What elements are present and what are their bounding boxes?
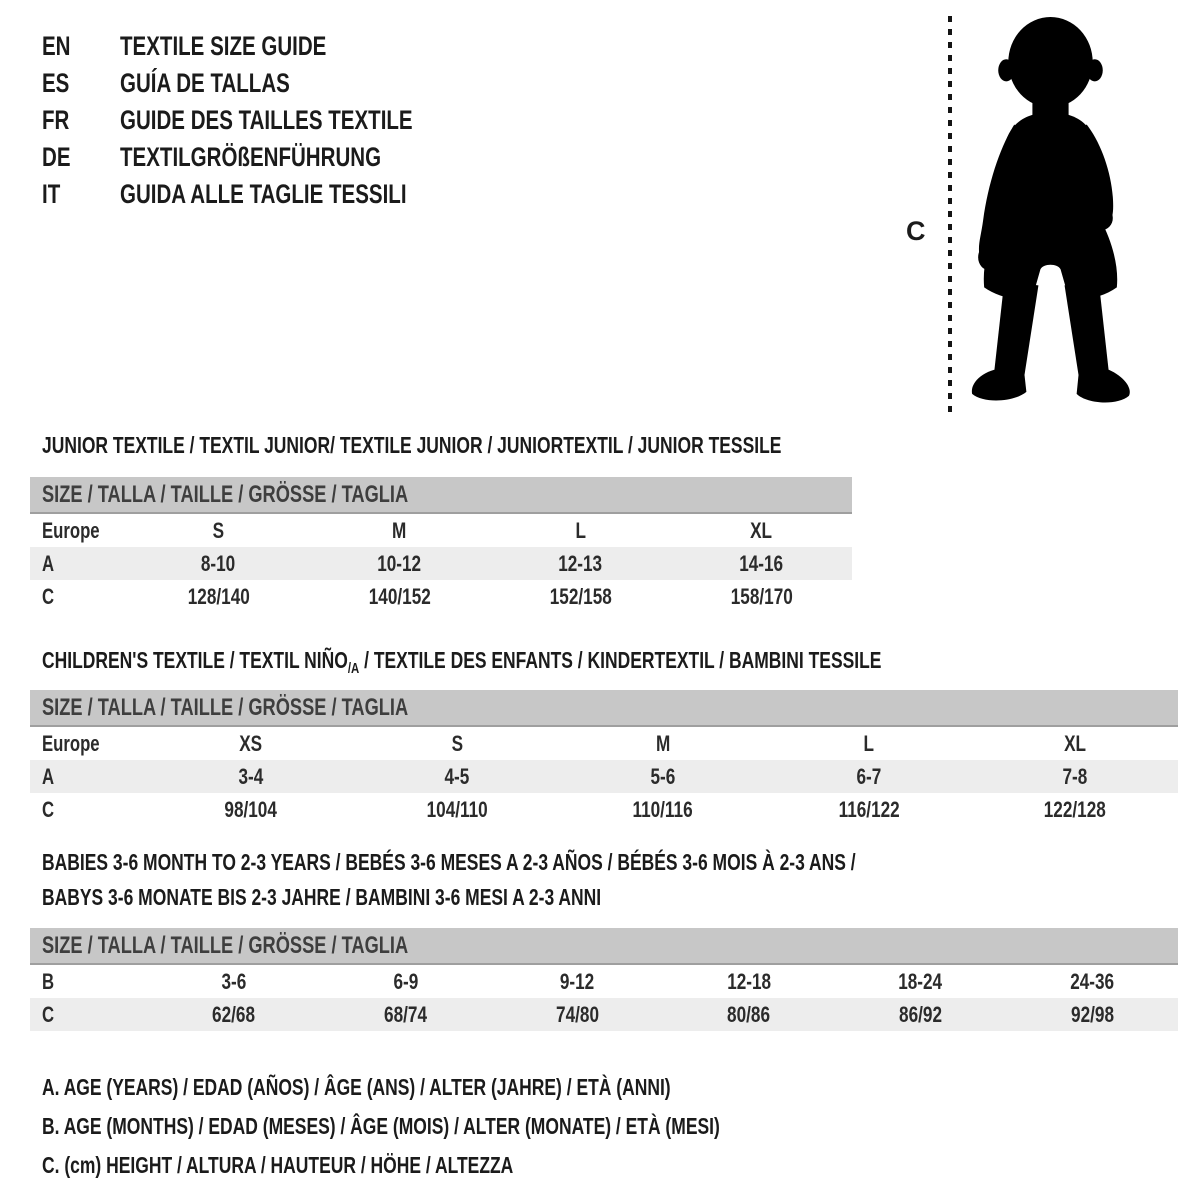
- cell-value: 74/80: [555, 1001, 599, 1027]
- language-title-list: [42, 28, 505, 213]
- table-row-age: [30, 547, 852, 580]
- lang-code: DE: [42, 142, 71, 172]
- row-label: C: [42, 796, 55, 822]
- cell-value: 140/152: [368, 583, 431, 609]
- cell-value: 116/122: [838, 796, 900, 822]
- size-header-row: SIZE / TALLA / TAILLE / GRÖSSE / TAGLIA: [30, 477, 852, 514]
- table-row-europe: [30, 514, 852, 547]
- row-label: B: [42, 968, 55, 994]
- junior-size-table: [30, 477, 852, 613]
- cell-value: S: [451, 730, 463, 756]
- cell-value: 3-6: [221, 968, 247, 994]
- lang-title: TEXTILGRÖßENFÜHRUNG: [120, 142, 382, 172]
- table-row-months: [30, 965, 1178, 998]
- size-header-row: SIZE / TALLA / TAILLE / GRÖSSE / TAGLIA: [30, 928, 1178, 965]
- row-label: A: [42, 550, 55, 576]
- lang-code: IT: [42, 179, 61, 209]
- legend: [42, 1068, 934, 1185]
- babies-size-table: [30, 928, 1178, 1031]
- cell-value: 14-16: [739, 550, 784, 576]
- cell-value: 10-12: [377, 550, 422, 576]
- cell-value: M: [655, 730, 671, 756]
- cell-value: 158/170: [730, 583, 793, 609]
- cell-value: L: [863, 730, 875, 756]
- cell-value: 128/140: [187, 583, 250, 609]
- row-label: A: [42, 763, 55, 789]
- cell-value: 4-5: [444, 763, 470, 789]
- height-measure-label: C: [906, 216, 926, 246]
- children-section-title: CHILDREN'S TEXTILE / TEXTIL $NIÑO_{/A}$ / TEXTILE DES ENFANTS / KINDERTEXTIL / BAMBINI TESSILE: [42, 647, 882, 677]
- lang-title: GUIDA ALLE TAGLIE TESSILI: [120, 179, 407, 209]
- table-row-height: [30, 793, 1178, 826]
- cell-value: 6-9: [393, 968, 418, 994]
- cell-value: 9-12: [560, 968, 595, 994]
- table-row-europe: [30, 727, 1178, 760]
- babies-title-line1: BABIES 3-6 MONTH TO 2-3 YEARS / BEBÉS 3-6 MESES A 2-3 AÑOS / BÉBÉS 3-6 MOIS À 2-3 ANS /: [42, 849, 856, 875]
- cell-value: 24-36: [1070, 968, 1115, 994]
- children-size-table: [30, 690, 1178, 826]
- babies-title-line2: BABYS 3-6 MONATE BIS 2-3 JAHRE / BAMBINI 3-6 MESI A 2-3 ANNI: [42, 884, 602, 910]
- size-header-row: SIZE / TALLA / TAILLE / GRÖSSE / TAGLIA: [30, 690, 1178, 727]
- cell-value: S: [212, 517, 225, 543]
- lang-row-es: [42, 65, 505, 102]
- lang-title: TEXTILE SIZE GUIDE: [120, 31, 327, 61]
- table-row-height: [30, 580, 852, 613]
- cell-value: 68/74: [384, 1001, 427, 1027]
- lang-row-de: [42, 139, 505, 176]
- cell-value: 12-13: [558, 550, 603, 576]
- lang-code: ES: [42, 68, 70, 98]
- lang-title: GUIDE DES TAILLES TEXTILE: [120, 105, 413, 135]
- cell-value: 80/86: [727, 1001, 771, 1027]
- cell-value: 122/128: [1043, 796, 1107, 822]
- lang-row-it: [42, 176, 505, 213]
- lang-row-en: [42, 28, 505, 65]
- toddler-silhouette-icon: [958, 16, 1143, 418]
- row-label: Europe: [42, 517, 100, 543]
- row-label: C: [42, 1001, 55, 1027]
- junior-section-title: JUNIOR TEXTILE / TEXTIL JUNIOR/ TEXTILE JUNIOR / JUNIORTEXTIL / JUNIOR TESSILE: [42, 432, 782, 458]
- cell-value: 6-7: [856, 763, 882, 789]
- cell-value: 62/68: [212, 1001, 256, 1027]
- lang-title: GUÍA DE TALLAS: [120, 68, 290, 98]
- lang-code: FR: [42, 105, 70, 135]
- cell-value: XL: [750, 517, 773, 543]
- cell-value: 98/104: [224, 796, 278, 822]
- cell-value: XL: [1064, 730, 1086, 756]
- cell-value: 8-10: [201, 550, 236, 576]
- cell-value: XS: [239, 730, 263, 756]
- cell-value: 7-8: [1062, 763, 1088, 789]
- lang-code: EN: [42, 31, 71, 61]
- title-subscript: /A: [347, 660, 360, 677]
- cell-value: 104/110: [426, 796, 488, 822]
- legend-line-c: C. (cm) HEIGHT / ALTURA / HAUTEUR / HÖHE / ALTEZZA: [42, 1152, 514, 1178]
- cell-value: 3-4: [238, 763, 264, 789]
- table-row-height: [30, 998, 1178, 1031]
- cell-value: 12-18: [726, 968, 771, 994]
- row-label: Europe: [42, 730, 100, 756]
- cell-value: 110/116: [632, 796, 694, 822]
- cell-value: M: [392, 517, 407, 543]
- table-row-age: [30, 760, 1178, 793]
- legend-line-a: A. AGE (YEARS) / EDAD (AÑOS) / ÂGE (ANS) / ALTER (JAHRE) / ETÀ (ANNI): [42, 1074, 671, 1100]
- cell-value: 92/98: [1070, 1001, 1114, 1027]
- cell-value: 86/92: [899, 1001, 942, 1027]
- row-label: C: [42, 583, 55, 609]
- cell-value: 18-24: [898, 968, 943, 994]
- legend-line-b: B. AGE (MONTHS) / EDAD (MESES) / ÂGE (MOIS) / ALTER (MONATE) / ETÀ (MESI): [42, 1113, 720, 1139]
- cell-value: 5-6: [650, 763, 676, 789]
- cell-value: 152/158: [549, 583, 612, 609]
- cell-value: L: [575, 517, 586, 543]
- lang-row-fr: [42, 102, 505, 139]
- height-dashed-line: [948, 16, 952, 416]
- babies-section-title: [42, 845, 1113, 915]
